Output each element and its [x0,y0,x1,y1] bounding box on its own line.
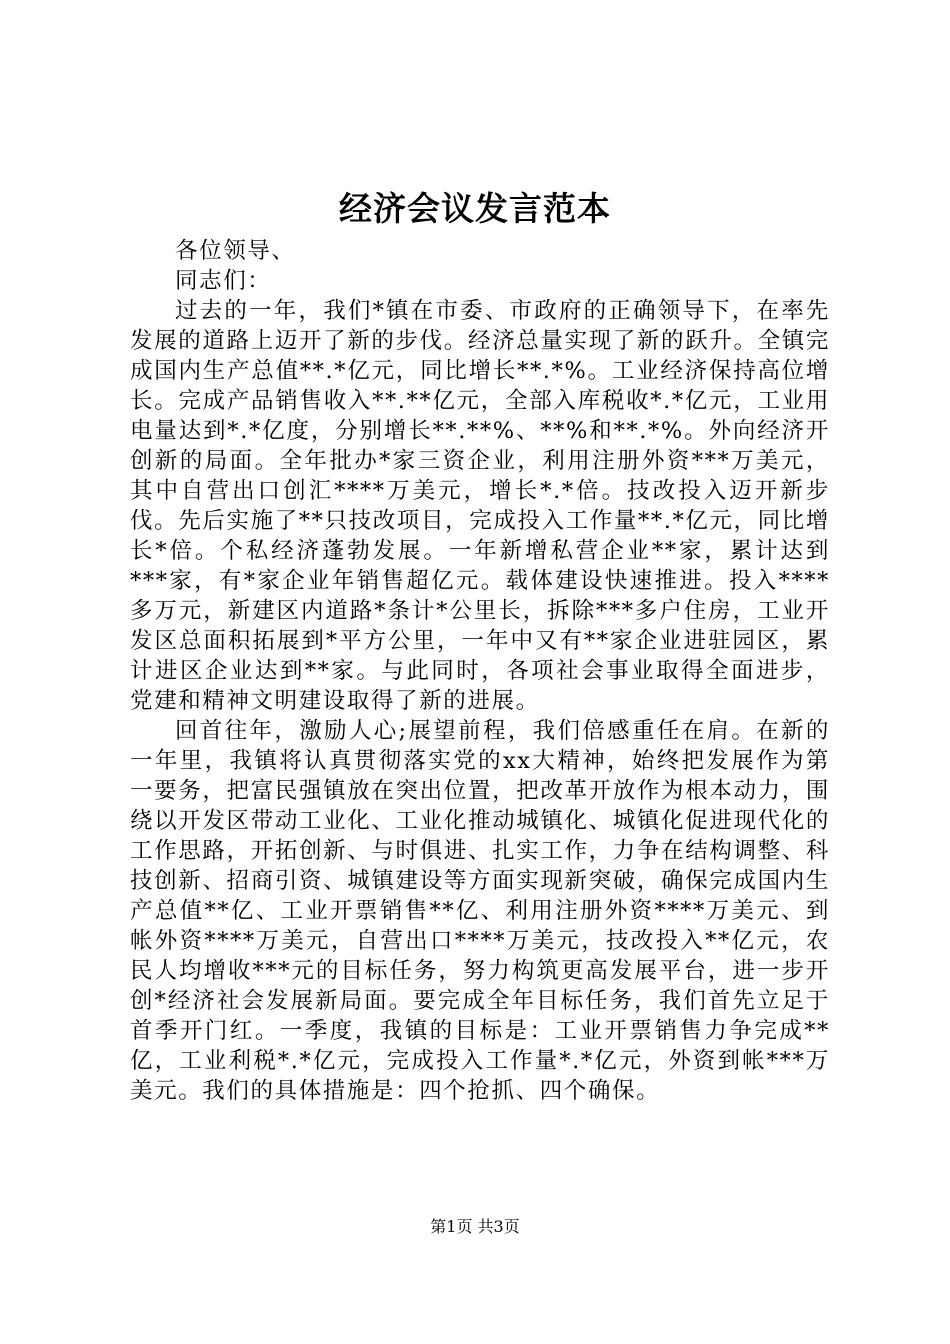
salutation-line-1: 各位领导、 [175,238,296,264]
salutation-line-2: 同志们： [175,268,272,294]
document-body [130,236,830,1106]
body-paragraph: 回首往年，激励人心;展望前程，我们倍感重任在肩。在新的一年里，我镇将认真贯彻落实党的xx大精神，始终把发展作为第一要务，把富民强镇放在突出位置，把改革开放作为根本动力，围绕以开发区带动工业化、工业化推动城镇化、城镇化促进现代化的工作思路，开拓创新、与时俱进、扎实工作，力争在结构调整、科技创新、招商引资、城镇建设等方面实现新突破，确保完成国内生产总值**亿、工业开票销售**亿、利用注册外资****万美元、到帐外资****万美元，自营出口****万美元，技改投入**亿元，农民人均增收***元的目标任务，努力构筑更高发展平台，进一步开创*经济社会发展新局面。要完成全年目标任务，我们首先立足于首季开门红。一季度，我镇的目标是：工业开票销售力争完成**亿，工业利税*.*亿元，完成投入工作量*.*亿元，外资到帐***万美元。我们的具体措施是：四个抢抓、四个确保。 [130,718,830,1104]
document-title: 经济会议发言范本 [339,189,611,228]
body-paragraph: 过去的一年，我们*镇在市委、市政府的正确领导下，在率先发展的道路上迈开了新的步伐。经济总量实现了新的跃升。全镇完成国内生产总值**.*亿元，同比增长**.*%。工业经济保持高位增长。完成产品销售收入**.**亿元，全部入库税收*.*亿元，工业用电量达到*.*亿度，分别增长**.**%、**%和**.*%。外向经济开创新的局面。全年批办*家三资企业，利用注册外资***万美元，其中自营出口创汇****万美元，增长*.*倍。技改投入迈开新步伐。先后实施了**只技改项目，完成投入工作量**.*亿元，同比增长*倍。个私经济蓬勃发展。一年新增私营企业**家，累计达到***家，有*家企业年销售超亿元。载体建设快速推进。投入****多万元，新建区内道路*条计*公里长，拆除***多户住房，工业开发区总面积拓展到*平方公里，一年中又有**家企业进驻园区，累计进区企业达到**家。与此同时，各项社会事业取得全面进步，党建和精神文明建设取得了新的进展。 [130,298,830,714]
page-footer: 第1页 共3页 [430,1217,520,1236]
